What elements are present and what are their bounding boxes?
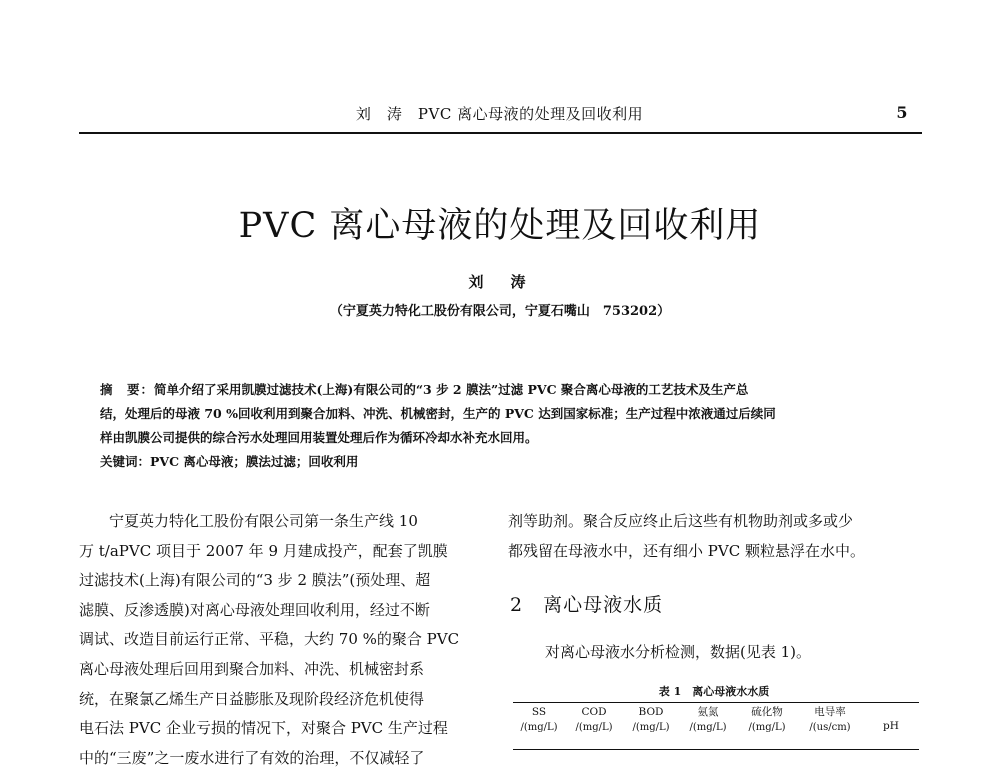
keywords: PVC 离心母液；膜法过滤；回收利用 <box>150 454 359 469</box>
header-name: pH <box>883 720 899 732</box>
running-header-title: 刘 涛 PVC 离心母液的处理及回收利用 <box>355 105 644 123</box>
abstract <box>100 378 900 474</box>
body-right-column <box>508 507 928 566</box>
table-header-cell <box>679 704 737 748</box>
header-unit: /(mg/L) <box>575 722 613 733</box>
running-header <box>79 101 920 127</box>
body-left-column <box>79 507 499 773</box>
header-name: 氨氮 <box>697 706 719 718</box>
table-header-cell <box>863 704 919 748</box>
header-rule <box>79 132 922 134</box>
table-intro: 对离心母液水分析检测，数据(见表 1)。 <box>545 643 812 661</box>
body-line: 电石法 PVC 企业亏损的情况下，对聚合 PVC 生产过程 <box>79 719 448 738</box>
body-line: 离心母液处理后回用到聚合加料、冲洗、机械密封系 <box>79 659 425 678</box>
table-header-cell <box>797 704 863 748</box>
table-caption: 表 1 离心母液水水质 <box>658 685 770 698</box>
header-unit: /(us/cm) <box>809 722 851 733</box>
affiliation: （宁夏英力特化工股份有限公司，宁夏石嘴山 753202） <box>329 304 671 319</box>
header-name: SS <box>531 706 547 718</box>
table-header-cell <box>513 704 565 748</box>
keywords-label: 关键词： <box>100 454 151 469</box>
section-number: 2 <box>510 594 524 616</box>
abstract-line: 结，处理后的母液 70 %回收利用到聚合加料、冲洗、机械密封，生产的 PVC 达到国家标准；生产过程中浓液通过后续同 <box>100 406 776 421</box>
header-unit: /(mg/L) <box>748 722 786 733</box>
header-name: 电导率 <box>814 706 846 718</box>
body-line: 调试、改造目前运行正常、平稳，大约 70 %的聚合 PVC <box>79 630 460 649</box>
header-name: 硫化物 <box>751 706 783 718</box>
paper-title: PVC 离心母液的处理及回收利用 <box>238 206 762 246</box>
table-header-rule <box>513 749 919 750</box>
header-name: BOD <box>638 706 664 718</box>
header-unit: /(mg/L) <box>520 722 558 733</box>
body-line: 滤膜、反渗透膜)对离心母液处理回收利用，经过不断 <box>79 600 430 619</box>
abstract-line <box>100 378 900 402</box>
table-top-rule <box>513 702 919 703</box>
page-number: 5 <box>896 103 908 122</box>
body-line: 过滤技术(上海)有限公司的“3 步 2 膜法”(预处理、超 <box>79 571 431 590</box>
author: 刘 涛 <box>468 273 532 291</box>
abstract-label: 摘 要： <box>100 382 155 397</box>
header-name: COD <box>581 706 607 718</box>
body-line: 宁夏英力特化工股份有限公司第一条生产线 10 <box>79 512 418 530</box>
header-unit: /(mg/L) <box>632 722 670 733</box>
keywords-line <box>100 450 900 474</box>
abstract-line: 样由凯膜公司提供的综合污水处理回用装置处理后作为循环冷却水补充水回用。 <box>100 430 538 445</box>
body-line: 中的“三废”之一废水进行了有效的治理，不仅减轻了 <box>79 748 425 767</box>
section-heading <box>510 590 663 617</box>
table-header-cell <box>737 704 797 748</box>
table-header-cell <box>623 704 679 748</box>
body-line: 都残留在母液水中，还有细小 PVC 颗粒悬浮在水中。 <box>508 541 865 560</box>
body-line: 统，在聚氯乙烯生产日益膨胀及现阶段经济危机使得 <box>79 689 425 708</box>
table-header-cell <box>565 704 623 748</box>
abstract-text: 简单介绍了采用凯膜过滤技术(上海)有限公司的“3 步 2 膜法”过滤 PVC 聚合离心母液的工艺技术及生产总 <box>154 382 749 397</box>
header-unit: /(mg/L) <box>689 722 727 733</box>
body-line: 剂等助剂。聚合反应终止后这些有机物助剂或多或少 <box>508 512 854 530</box>
body-line: 万 t/aPVC 项目于 2007 年 9 月建成投产，配套了凯膜 <box>79 541 448 560</box>
section-title: 离心母液水质 <box>543 594 664 616</box>
